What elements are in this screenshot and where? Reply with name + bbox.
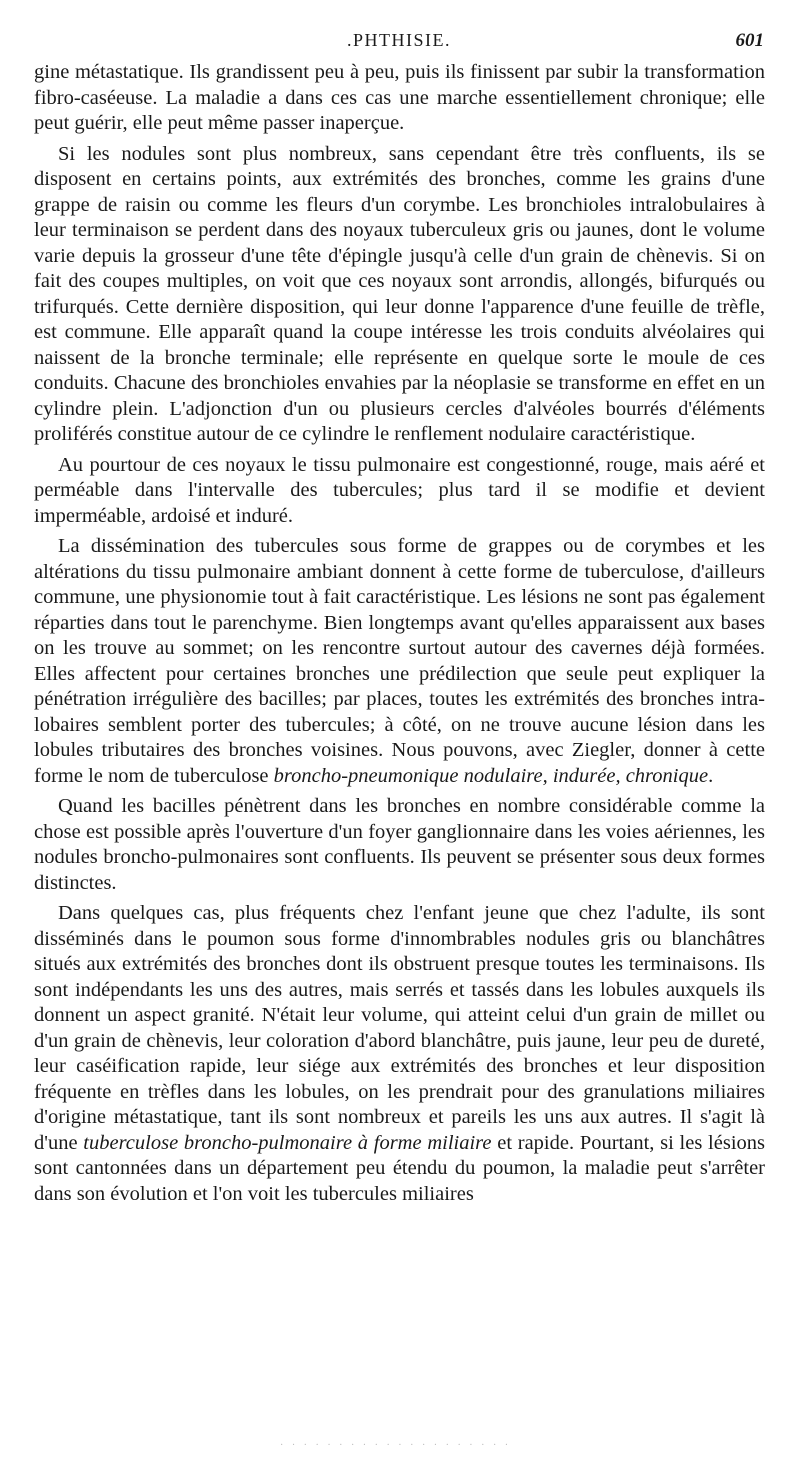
italic-term: broncho-pneumonique nodulaire, indurée, chronique [273, 764, 709, 787]
text-segment: Au pourtour de ces noyaux le tissu pulmonaire est congestionné, rouge, mais aéré et perméable dans l'intervalle des tubercules; plus tard il se modifie et devient imperméable, ardoisé et induré. [34, 453, 765, 527]
page-number: 601 [735, 30, 764, 51]
text-segment: Dans quelques cas, plus fréquents chez l'enfant jeune que chez l'adulte, ils sont disséminés dans le poumon sous forme d'innombrables nodules gris ou blanchâtres situés aux extrémités des bronches dont ils obstruent presque toutes les terminaisons. Ils sont indépendants les uns des autres, mais serrés et tassés dans les lobules auxquels ils donnent un aspect granité. N'était leur volume, qui atteint celui d'un grain de millet ou d'un grain de chènevis, leur coloration d'abord blanchâtre, puis jaune, leur peu de dureté, leur caséification rapide, leur siége aux extrémités des bronches et leur disposition fréquente en trèfles dans les lobules, on les prendrait pour des granulations miliaires d'origine métastatique, tant ils sont nombreux et pareils les uns aux autres. Il s'agit là d'une [34, 902, 765, 1154]
paragraph [34, 60, 765, 137]
paragraph [34, 794, 765, 896]
text-segment: gine métastatique. Ils grandissent peu à peu, puis ils finissent par subir la transformation fibro-caséeuse. La maladie a dans ces cas une marche essentiellement chronique; elle peut guérir, elle peut même passer inaperçue. [34, 61, 765, 134]
paragraph [34, 142, 765, 448]
text-segment: Si les nodules sont plus nombreux, sans cependant être très confluents, ils se disposent en certains points, aux extrémités des bronches, comme les grains d'une grappe de raisin ou comme les fleurs d'un corymbe. Les bronchioles intralobulaires à leur terminaison se perdent dans des noyaux tuberculeux gris ou jaunes, dont le volume varie depuis la grosseur d'une tête d'épingle jusqu'à celle d'un grain de chènevis. Si on fait des coupes multiples, on voit que ces noyaux sont arrondis, allongés, bifurqués ou trifurqués. Cette dernière disposition, qui leur donne l'apparence d'une feuille de trèfle, est commune. Elle apparaît quand la coupe intéresse les trois conduits alvéolaires qui naissent de la bronche terminale; elle représente en quelque sorte le moule de ces conduits. Chacune des bronchioles envahies par la néoplasie se transforme en effet en un cylindre plein. L'adjonction d'un ou plusieurs cercles d'alvéoles bourrés d'éléments proliférés constitue autour de ce cylindre le renflement nodulaire caractéristique. [34, 142, 765, 445]
running-head [34, 30, 764, 58]
italic-term: tuberculose broncho-pulmonaire à forme miliaire [83, 1131, 492, 1154]
footer-noise-marks: · · · · · · · · · · · · · · · · · · · · [280, 1440, 512, 1450]
text-segment: . [708, 764, 714, 787]
paragraph [34, 534, 765, 789]
paragraph [34, 901, 765, 1207]
text-segment: et rapide. Pourtant, si les lésions sont cantonnées dans un département peu étendu du poumon, la maladie peut s'arrêter dans son évolution et l'on voit les tubercules miliaires [34, 1131, 765, 1205]
body-text [34, 60, 765, 1212]
text-segment: Quand les bacilles pénètrent dans les bronches en nombre considérable comme la chose est possible après l'ouverture d'un foyer ganglionnaire dans les voies aériennes, les nodules broncho-pulmonaires sont confluents. Ils peuvent se présenter sous deux formes distinctes. [34, 795, 765, 894]
running-title: .PHTHISIE. [347, 30, 451, 50]
paragraph [34, 453, 765, 530]
text-segment: La dissémination des tubercules sous forme de grappes ou de corymbes et les altérations du tissu pulmonaire ambiant donnent à cette forme de tuberculose, d'ailleurs commune, une physionomie tout à fait caractéristique. Les lésions ne sont pas également réparties dans tout le parenchyme. Bien longtemps avant qu'elles apparaissent aux bases on les trouve au sommet; on les rencontre surtout autour des cavernes déjà formées. Elles affectent pour certaines bronches une prédilection que seule peut expliquer la pénétration irrégulière des bacilles; par places, toutes les extrémités des bronches intra-lobaires semblent porter des tubercules; à côté, on ne trouve aucune lésion dans les lobules tributaires des bronches voisines. Nous pouvons, avec Ziegler, donner à cette forme le nom de tuberculose [34, 535, 765, 787]
